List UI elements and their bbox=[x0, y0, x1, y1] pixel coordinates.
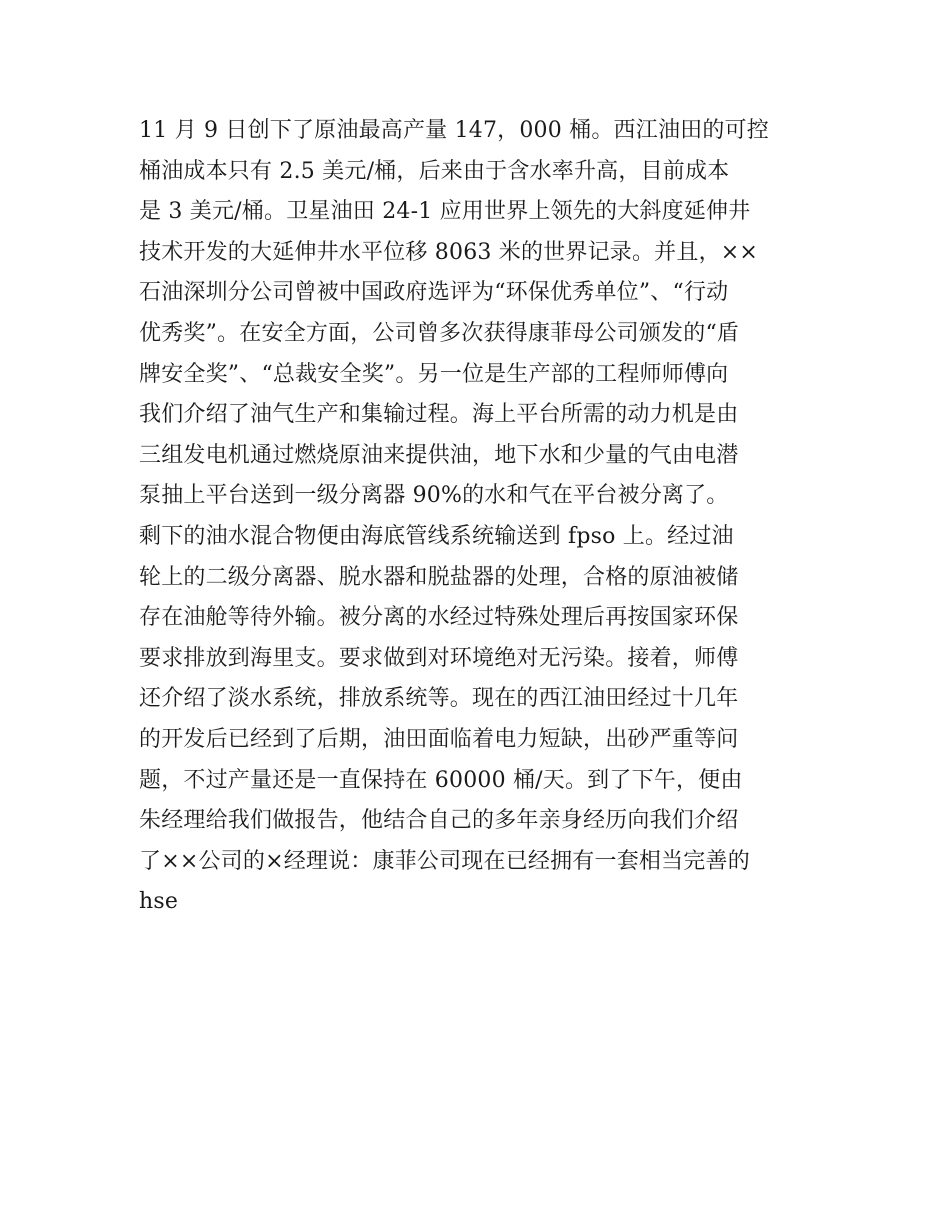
text-line: 桶油成本只有 2.5 美元/桶，后来由于含水率升高，目前成本 bbox=[139, 158, 730, 184]
text-line: 朱经理给我们做报告，他结合自己的多年亲身经历向我们介绍 bbox=[139, 808, 739, 834]
text-line: 剩下的油水混合物便由海底管线系统输送到 fpso 上。经过油 bbox=[139, 523, 734, 549]
text-line: 是 3 美元/桶。卫星油田 24-1 应用世界上领先的大斜度延伸井 bbox=[139, 199, 751, 225]
body-text bbox=[139, 111, 829, 923]
text-line: 技术开发的大延伸井水平位移 8063 米的世界记录。并且，×× bbox=[139, 239, 759, 265]
text-line: 还介绍了淡水系统，排放系统等。现在的西江油田经过十几年 bbox=[139, 686, 739, 712]
text-line: 优秀奖”。在安全方面，公司曾多次获得康菲母公司颁发的“盾 bbox=[139, 320, 740, 346]
text-line: 要求排放到海里支。要求做到对环境绝对无污染。接着，师傅 bbox=[139, 645, 739, 671]
text-line: hse bbox=[139, 889, 179, 915]
text-line: 的开发后已经到了后期，油田面临着电力短缺，出砂严重等问 bbox=[139, 726, 739, 752]
text-line: 牌安全奖”、“总裁安全奖”。另一位是生产部的工程师师傅向 bbox=[139, 361, 729, 387]
text-line: 轮上的二级分离器、脱水器和脱盐器的处理，合格的原油被储 bbox=[139, 564, 739, 590]
text-line: 题，不过产量还是一直保持在 60000 桶/天。到了下午，便由 bbox=[139, 767, 743, 793]
text-line: 了××公司的×经理说：康菲公司现在已经拥有一套相当完善的 bbox=[139, 848, 750, 874]
text-line: 三组发电机通过燃烧原油来提供油，地下水和少量的气由电潜 bbox=[139, 442, 739, 468]
text-line: 我们介绍了油气生产和集输过程。海上平台所需的动力机是由 bbox=[139, 402, 739, 428]
text-line: 11 月 9 日创下了原油最高产量 147，000 桶。西江油田的可控 bbox=[139, 118, 769, 143]
text-line: 泵抽上平台送到一级分离器 90%的水和气在平台被分离了。 bbox=[139, 483, 729, 509]
text-line: 石油深圳分公司曾被中国政府选评为“环保优秀单位”、“行动 bbox=[139, 280, 729, 306]
text-line: 存在油舱等待外输。被分离的水经过特殊处理后再按国家环保 bbox=[139, 605, 739, 631]
